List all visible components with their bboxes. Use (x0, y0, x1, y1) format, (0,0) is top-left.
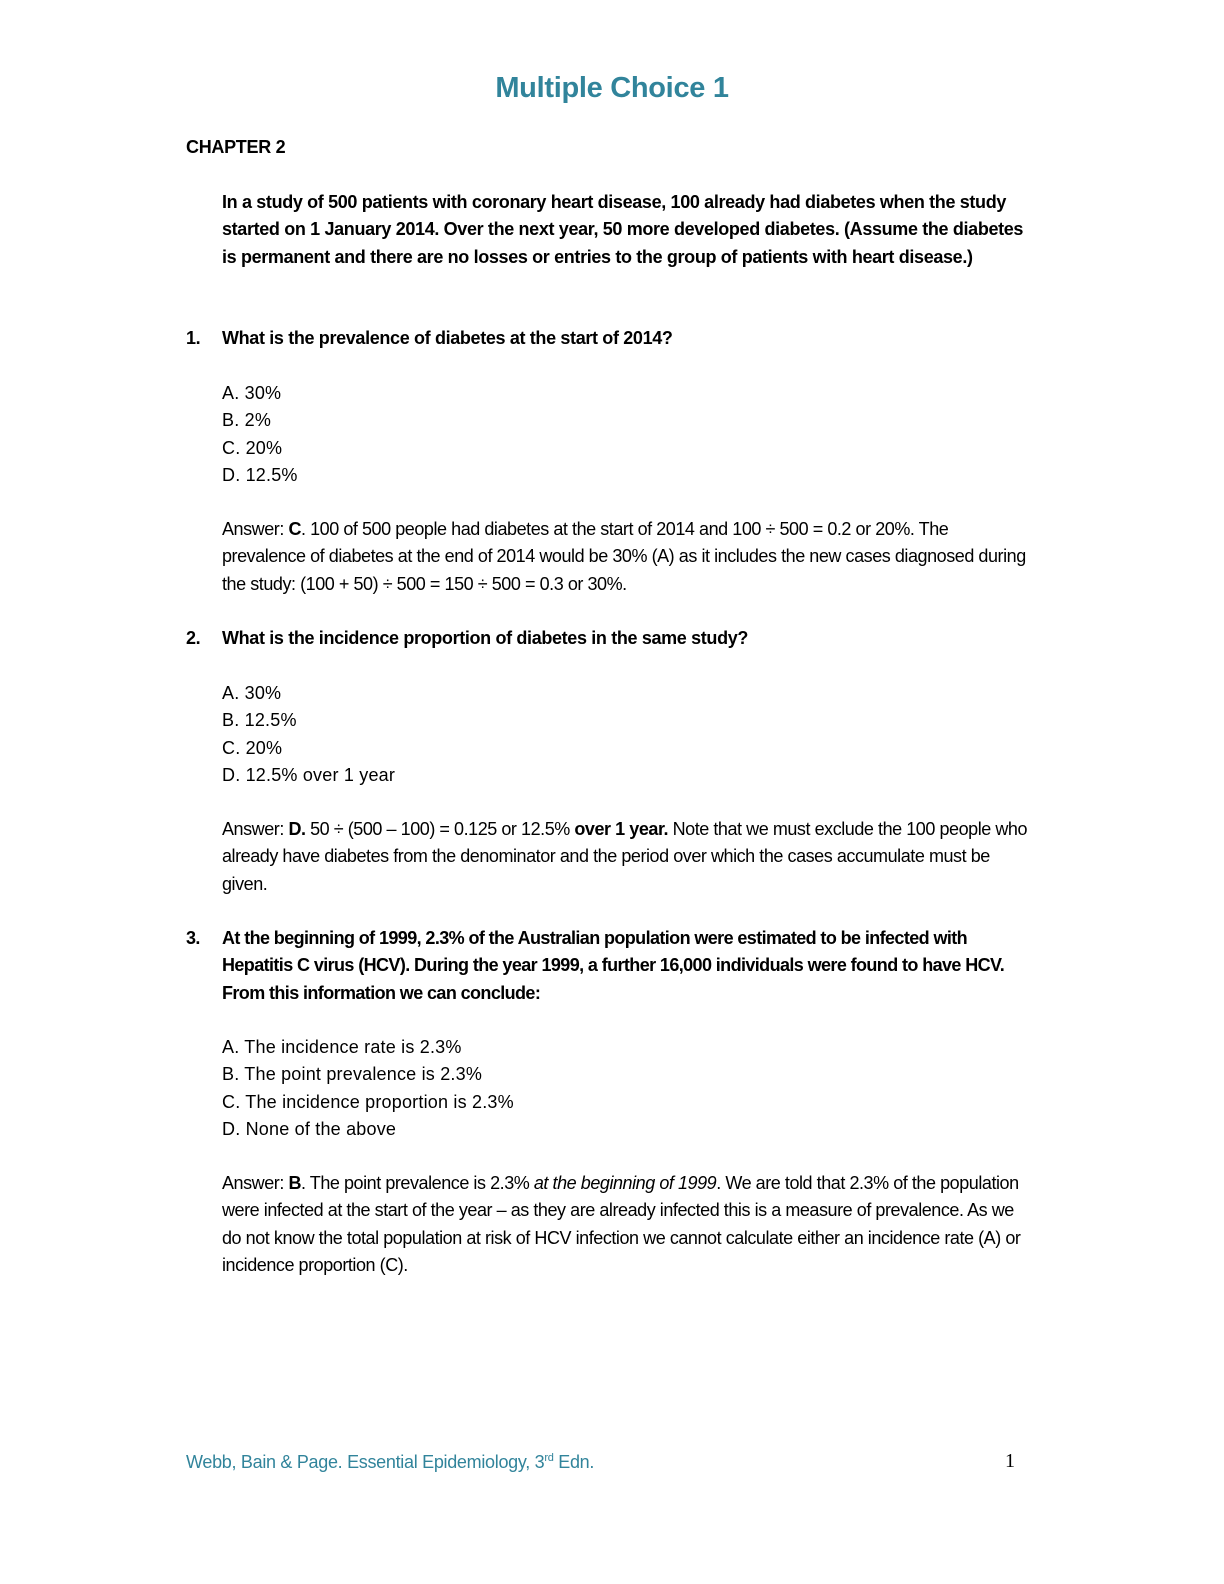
answer-statement: . The point prevalence is 2.3% (301, 1173, 534, 1193)
question-number: 2. (186, 628, 201, 648)
option-b: B. 2% (222, 410, 272, 431)
question-text: What is the incidence proportion of diabetes in the same study? (222, 628, 749, 648)
option-b: B. The point prevalence is 2.3% (222, 1064, 483, 1085)
question-text: At the beginning of 1999, 2.3% of the Australian population were estimated to be infected with Hepatitis C virus (HCV). During the year 1999, a further 16,000 individuals were found to have HCV. From this information we can conclude: (222, 928, 1005, 1003)
question-text: What is the prevalence of diabetes at the start of 2014? (222, 328, 673, 348)
option-b: B. 12.5% (222, 710, 297, 731)
question-number: 3. (186, 928, 200, 948)
answer-explanation: . We are told that 2.3% of the population were infected at the start of the year – as they are already infected this is a measure of prevalence. As we do not know the total population at risk of HCV infection we cannot calculate either an incidence rate (A) or incidence proportion (C). (222, 1173, 1021, 1275)
option-a: A. 30% (222, 683, 282, 703)
question-2 (186, 625, 1036, 652)
option-c: C. 20% (222, 437, 283, 458)
answer-explanation: . 100 of 500 people had diabetes at the start of 2014 and 100 ÷ 500 = 0.2 or 20%. The prevalence of diabetes at the end of 2014 would be 30% (A) as it includes the new cases diagnosed during the study: (100 + 50) ÷ 500 = 150 ÷ 500 = 0.3 or 30%. (222, 519, 1026, 594)
answer-formula: 50 ÷ (500 – 100) = 0.125 or 12.5% (305, 819, 575, 839)
option-d: D. None of the above (222, 1118, 397, 1139)
footer-citation (186, 1452, 594, 1473)
answer-1 (222, 516, 1032, 598)
question-3-options (222, 1034, 514, 1143)
answer-emphasis: over 1 year. (574, 819, 669, 839)
chapter-heading: CHAPTER 2 (186, 137, 286, 157)
answer-letter: B (288, 1173, 301, 1193)
answer-prefix: Answer: (222, 1173, 289, 1193)
option-a: A. The incidence rate is 2.3% (222, 1037, 462, 1057)
answer-3 (222, 1170, 1032, 1279)
answer-prefix: Answer: (222, 819, 289, 839)
answer-letter: D. (288, 819, 306, 839)
citation-text: Webb, Bain & Page. Essential Epidemiology, 3 (186, 1452, 545, 1472)
option-d: D. 12.5% (222, 464, 298, 485)
citation-suffix: Edn. (553, 1452, 595, 1472)
answer-prefix: Answer: (222, 519, 289, 539)
question-2-options (222, 680, 395, 789)
intro-paragraph: In a study of 500 patients with coronary heart disease, 100 already had diabetes when the study started on 1 January 2014. Over the next year, 50 more developed diabetes. (Assume the diabetes is permanent and there are no losses or entries to the group of patients with heart disease.) (222, 192, 1024, 267)
option-a: A. 30% (222, 383, 282, 403)
option-c: C. 20% (222, 737, 283, 758)
page-title: Multiple Choice 1 (495, 72, 729, 104)
question-3 (186, 925, 1036, 1007)
answer-letter: C (288, 519, 301, 539)
question-1 (186, 325, 1036, 352)
question-1-options (222, 380, 298, 489)
citation-superscript: rd (544, 1452, 554, 1464)
answer-italic: at the beginning of 1999 (533, 1173, 717, 1193)
question-number: 1. (186, 328, 201, 348)
answer-2 (222, 816, 1032, 898)
option-c: C. The incidence proportion is 2.3% (222, 1091, 514, 1112)
page-number: 1 (1005, 1450, 1015, 1472)
answer-explanation: Note that we must exclude the 100 people who already have diabetes from the denominator and the period over which the cases accumulate must be given. (222, 819, 1028, 894)
option-d: D. 12.5% over 1 year (222, 764, 396, 785)
